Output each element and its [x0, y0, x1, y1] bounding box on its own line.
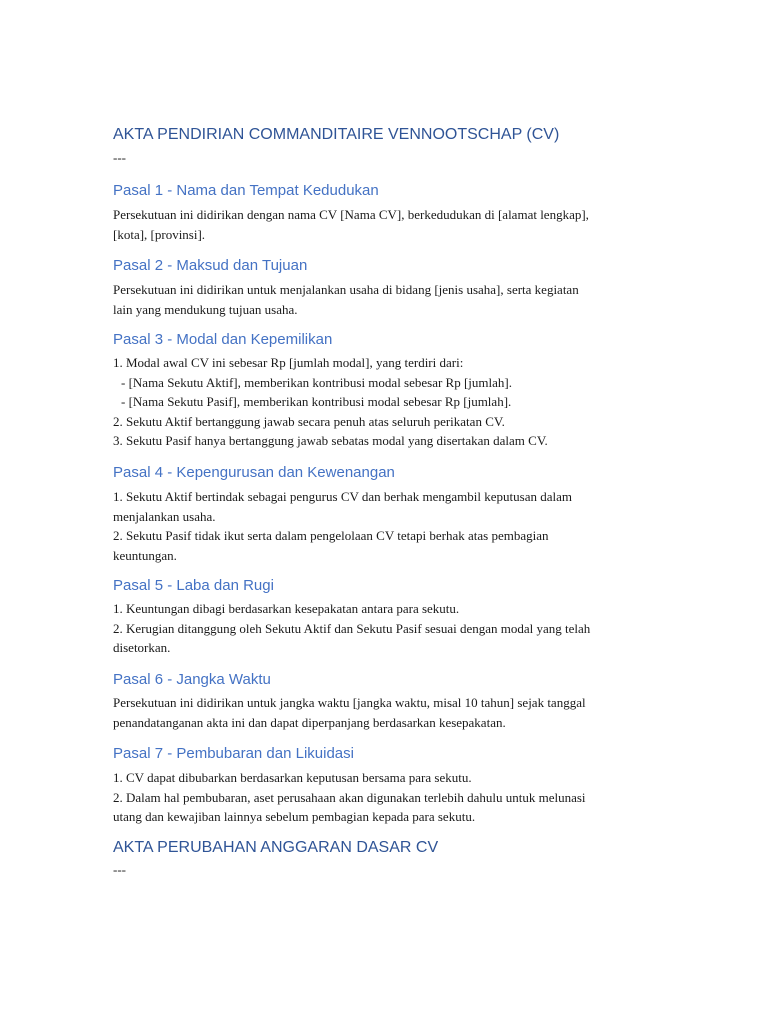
list-item-continuation: keuntungan.	[113, 547, 177, 563]
list-item: 1. Keuntungan dibagi berdasarkan kesepakatan antara para sekutu.	[113, 601, 460, 616]
section-heading-pasal-2: Pasal 2 - Maksud dan Tujuan	[113, 257, 308, 274]
section-body-pasal-1	[113, 205, 658, 244]
document-title-2: AKTA PERUBAHAN ANGGARAN DASAR CV	[113, 839, 439, 856]
paragraph-line: Persekutuan ini didirikan dengan nama CV [Nama CV], berkedudukan di [alamat lengkap],	[113, 207, 589, 222]
section-body-pasal-4	[113, 487, 658, 565]
section-heading-pasal-1: Pasal 1 - Nama dan Tempat Kedudukan	[113, 182, 379, 199]
section-heading-pasal-4: Pasal 4 - Kepengurusan dan Kewenangan	[113, 464, 395, 481]
paragraph-line: penandatanganan akta ini dan dapat diperpanjang berdasarkan kesepakatan.	[113, 714, 506, 730]
list-item: 1. Modal awal CV ini sebesar Rp [jumlah modal], yang terdiri dari:	[113, 355, 464, 370]
section-body-pasal-5	[113, 599, 658, 658]
section-heading-pasal-7: Pasal 7 - Pembubaran dan Likuidasi	[113, 745, 354, 762]
separator: ---	[113, 150, 126, 165]
section-heading-pasal-6: Pasal 6 - Jangka Waktu	[113, 671, 271, 688]
separator: ---	[113, 862, 126, 877]
paragraph-line: Persekutuan ini didirikan untuk menjalankan usaha di bidang [jenis usaha], serta kegiatan	[113, 282, 579, 297]
list-subitem: - [Nama Sekutu Aktif], memberikan kontribusi modal sebesar Rp [jumlah].	[121, 374, 512, 390]
list-item: 1. CV dapat dibubarkan berdasarkan keputusan bersama para sekutu.	[113, 770, 472, 785]
list-item-continuation: disetorkan.	[113, 640, 171, 655]
section-body-pasal-2	[113, 280, 658, 319]
section-heading-pasal-5: Pasal 5 - Laba dan Rugi	[113, 577, 274, 594]
list-subitem: - [Nama Sekutu Pasif], memberikan kontribusi modal sebesar Rp [jumlah].	[121, 394, 512, 409]
list-item-continuation: utang dan kewajiban lainnya sebelum pembagian kepada para sekutu.	[113, 809, 476, 824]
list-item: 2. Kerugian ditanggung oleh Sekutu Aktif dan Sekutu Pasif sesuai dengan modal yang telah	[113, 620, 591, 636]
list-item: 1. Sekutu Aktif bertindak sebagai pengurus CV dan berhak mengambil keputusan dalam	[113, 489, 572, 504]
list-item: 2. Sekutu Pasif tidak ikut serta dalam pengelolaan CV tetapi berhak atas pembagian	[113, 528, 549, 543]
document-title: AKTA PENDIRIAN COMMANDITAIRE VENNOOTSCHAP (CV)	[113, 126, 560, 143]
paragraph-line: [kota], [provinsi].	[113, 226, 206, 242]
section-body-pasal-7	[113, 768, 658, 827]
list-item: 3. Sekutu Pasif hanya bertanggung jawab sebatas modal yang disertakan dalam CV.	[113, 433, 548, 448]
list-item-continuation: menjalankan usaha.	[113, 508, 216, 524]
paragraph-line: Persekutuan ini didirikan untuk jangka waktu [jangka waktu, misal 10 tahun] sejak tanggal	[113, 695, 586, 710]
section-body-pasal-3	[113, 353, 658, 451]
list-item: 2. Dalam hal pembubaran, aset perusahaan akan digunakan terlebih dahulu untuk melunasi	[113, 789, 586, 805]
list-item: 2. Sekutu Aktif bertanggung jawab secara penuh atas seluruh perikatan CV.	[113, 413, 505, 429]
section-body-pasal-6	[113, 693, 658, 732]
paragraph-line: lain yang mendukung tujuan usaha.	[113, 301, 298, 317]
section-heading-pasal-3: Pasal 3 - Modal dan Kepemilikan	[113, 331, 333, 348]
